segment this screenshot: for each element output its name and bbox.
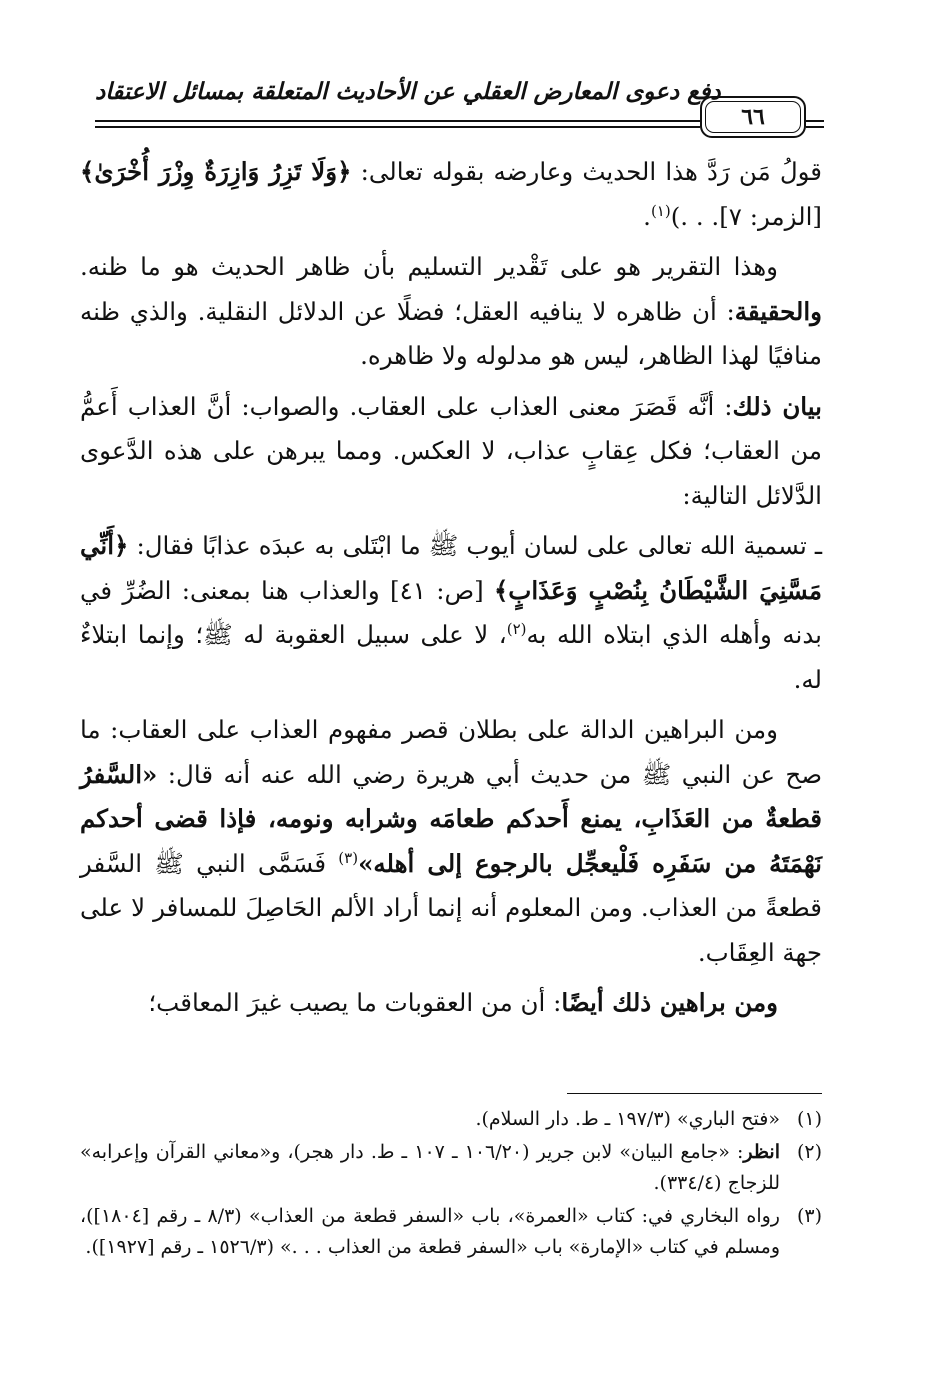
text-run: ، لا على سبيل العقوبة له ﷺ؛ وإنما ابتلاءٌ له. — [80, 620, 822, 694]
paragraph-2 — [80, 245, 822, 379]
footnote-text — [80, 1137, 780, 1199]
paragraph-4 — [80, 524, 822, 702]
paragraph-5 — [80, 708, 822, 975]
text-run: [ص: ٤١] والعذاب هنا بمعنى: الضُرِّ في بدنه وأهله الذي ابتلاه الله به — [80, 575, 822, 649]
text-run: ومن البراهين الدالة على بطلان قصر مفهوم العذاب على العقاب: ما صح عن النبي ﷺ من حديث أبي هريرة رضي الله عنه أنه قال: — [80, 715, 822, 789]
footnote-ref: (٢) — [506, 619, 527, 638]
hadith-quote: «السَّفرُ قطعةٌ من العَذَابِ، يمنع أَحدكم طعامَه وشرابه ونومه، فإذا قضى أحدكم نَهْمَتَهُ من سَفَرِه فَلْيعجِّل بالرجوع إلى أهله» — [80, 759, 822, 878]
footnote-body: : «جامع البيان» لابن جرير (١٠٦/٢٠ ـ ١٠٧ ـ ط. دار هجر)، و«معاني القرآن وإعرابه» للزجاج (٣٣٤/٤). — [80, 1141, 780, 1194]
text-run: . — [643, 201, 651, 231]
running-title: دفع دعوى المعارض العقلي عن الأحاديث المتعلقة بمسائل الاعتقاد — [95, 78, 721, 105]
footnote-text: رواه البخاري في: كتاب «العمرة»، باب «السفر قطعة من العذاب» (٨/٣ ـ رقم [١٨٠٤])، ومسلم في كتاب «الإمارة» باب «السفر قطعة من العذاب . . .» (١٥٢٦/٣ ـ رقم [١٩٢٧]). — [80, 1205, 780, 1258]
bold-lead: بيان ذلك — [732, 391, 822, 421]
paragraph-3 — [80, 385, 822, 519]
footnote-number: (٣) — [796, 1205, 822, 1227]
bold-lead: ومن براهين ذلك أيضًا — [561, 988, 778, 1017]
main-text — [80, 150, 822, 1032]
quran-quote: ﴿وَلَا تَزِرُ وَازِرَةٌ وِزْرَ أُخْرَىٰ﴾ — [80, 157, 352, 186]
text-run: [الزمر: ٧]. . .) — [670, 201, 822, 231]
text-run: : أن من العقوبات ما يصيب غيرَ المعاقب؛ — [148, 988, 562, 1017]
header-rule-right-bottom — [806, 126, 824, 128]
footnote — [80, 1201, 822, 1263]
footnote-ref: (٣) — [338, 848, 359, 867]
footnotes — [80, 1104, 822, 1265]
bold-lead: والحقيقة — [734, 296, 822, 326]
text-run: وهذا التقرير هو على تَقْدير التسليم بأن ظاهر الحديث هو ما ظنه. — [80, 252, 778, 281]
text-run: : أنَّه قَصَرَ معنى العذاب على العقاب. والصواب: أنَّ العذاب أَعمُّ من العقاب؛ فكل عِقابٍ عذاب، لا العكس. ومما يبرهن على هذه الدَّعوى الدَّلائل التالية: — [80, 391, 822, 510]
footnote-lead: انظر — [743, 1141, 780, 1163]
text-run: فَسَمَّى النبي ﷺ السَّفر قطعةً من العذاب. ومن المعلوم أنه إنما أراد الألم الحَاصِلَ للمسافر لا على جهة العِقَاب. — [80, 848, 822, 967]
footnote-separator — [567, 1093, 822, 1094]
footnote — [80, 1104, 822, 1135]
header-rule-right-top — [806, 120, 824, 122]
header-rule-bottom — [95, 126, 700, 128]
paragraph-1 — [80, 150, 822, 239]
footnote-ref: (١) — [650, 201, 671, 220]
text-run: قولُ مَن رَدَّ هذا الحديث وعارضه بقوله تعالى: — [351, 157, 822, 186]
text-run: : أن ظاهره لا ينافيه العقل؛ فضلًا عن الدلائل النقلية. والذي ظنه منافيًا لهذا الظاهر، ليس هو مدلوله ولا ظاهره. — [80, 296, 822, 370]
footnote — [80, 1137, 822, 1199]
page-number: ٦٦ — [705, 101, 801, 133]
footnote-number: (١) — [796, 1108, 822, 1130]
paragraph-6 — [80, 981, 822, 1026]
header-rule-top — [95, 120, 700, 122]
text-run: ـ تسمية الله تعالى على لسان أيوب ﷺ ما ابْتَلى به عبدَه عذابًا فقال: — [128, 531, 822, 560]
footnote-text: «فتح الباري» (١٩٧/٣ ـ ط. دار السلام). — [475, 1108, 780, 1130]
footnote-number: (٢) — [796, 1141, 822, 1163]
quran-quote: ﴿أَنِّي مَسَّنِيَ الشَّيْطَانُ بِنُصْبٍ وَعَذَابٍ﴾ — [80, 531, 822, 605]
